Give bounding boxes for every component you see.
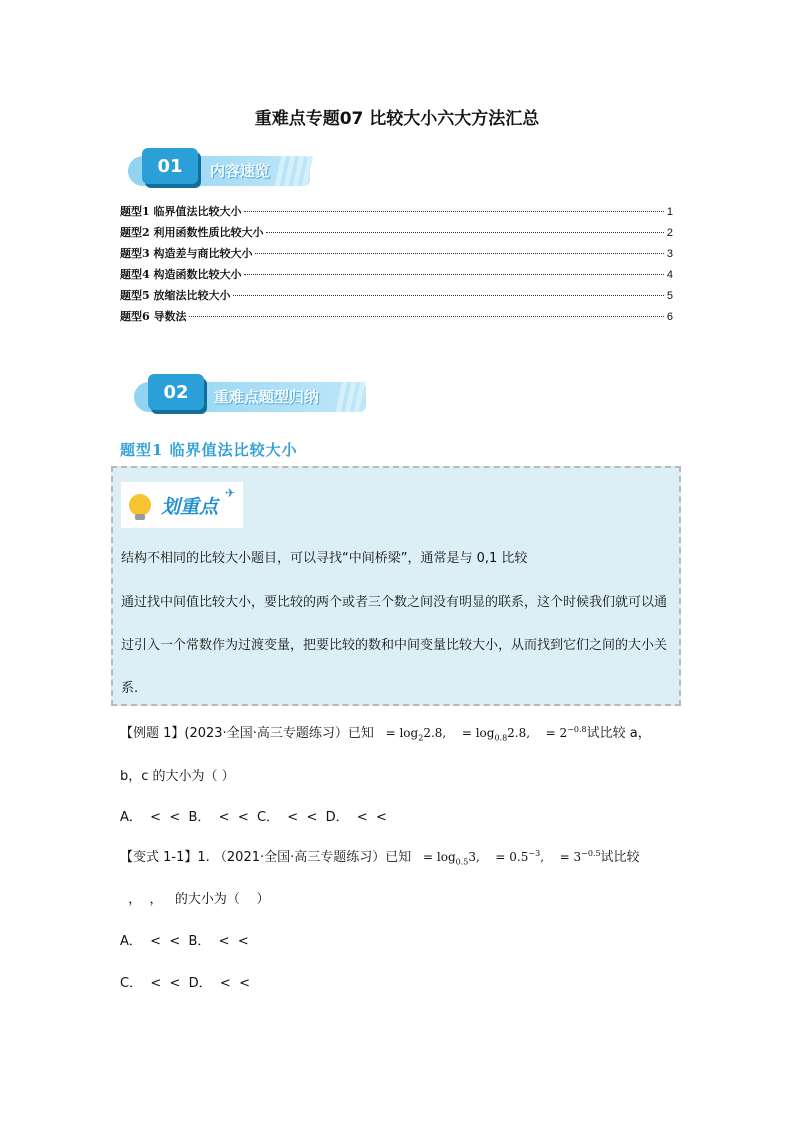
example1-options: A． < < B． < < C． < < D． < < [120, 810, 387, 825]
section-banner-contents [128, 148, 310, 188]
toc-label: 题型3 构造差与商比较大小 [120, 247, 253, 260]
toc-row[interactable] [120, 224, 673, 245]
toc-row[interactable] [120, 287, 673, 308]
variant1-expr-c: = $3^{-0.5}$ [548, 849, 601, 864]
paper-plane-icon: ✈ [224, 486, 235, 500]
toc-page: 3 [666, 248, 673, 260]
variant1-options-ab: A． < < B． < < [120, 934, 249, 949]
example1-expr-c: = $2^{-0.8}$ [534, 725, 587, 740]
variant1-suffix: 试比较 [600, 850, 640, 865]
type1-heading: 题型1 临界值法比较大小 [120, 441, 298, 459]
variant1-prefix: 【变式 1-1】1. （2021·全国·高三专题练习）已知 [120, 850, 412, 865]
key-points-box [111, 466, 681, 706]
toc-leader [244, 274, 663, 275]
toc-page: 5 [666, 290, 673, 302]
example1-question [120, 722, 651, 742]
toc-page: 6 [666, 311, 673, 323]
key-points-text [121, 548, 677, 710]
toc-row[interactable] [120, 266, 673, 287]
toc-leader [266, 232, 663, 233]
lightbulb-icon [129, 494, 151, 516]
example1-prefix: 【例题 1】(2023·全国·高三专题练习）已知 [120, 726, 374, 741]
example1-expr-b: = $\log_{0.8}2.8$, [450, 726, 531, 743]
example1-suffix: 试比较 a， [586, 726, 651, 741]
section-label: 内容速览 [210, 162, 271, 180]
toc-row[interactable] [120, 245, 673, 266]
page-title: 重难点专题07 比较大小六大方法汇总 [254, 109, 540, 129]
key-points-logo-text: 划重点 [161, 495, 219, 518]
variant1-question [120, 846, 640, 866]
key-point-paragraph: 通过找中间值比较大小，要比较的两个或者三个数之间没有明显的联系，这个时候我们就可以通过引入一个常数作为过渡变量，把要比较的数和中间变量比较大小，从而找到它们之间的大小关系. [121, 595, 668, 696]
toc-label: 题型1 临界值法比较大小 [120, 205, 242, 218]
table-of-contents [120, 203, 673, 329]
variant1-expr-a: = $\log_{0.5}3$, [415, 850, 480, 867]
toc-row[interactable] [120, 308, 673, 329]
example1-line2: b，c 的大小为（ ） [120, 769, 235, 784]
key-point-paragraph: 结构不相同的比较大小题目，可以寻找“中间桥梁”，通常是与 0,1 比较 [121, 551, 528, 566]
toc-leader [233, 295, 663, 296]
section-banner-types [134, 374, 366, 414]
banner-stripes [339, 382, 362, 412]
toc-page: 1 [666, 206, 673, 218]
section-number-badge: 02 [148, 374, 204, 410]
section-number-badge: 01 [142, 148, 198, 184]
variant1-options-cd: C． < < D． < < [120, 976, 250, 991]
variant1-line2: ， ， 的大小为（ ） [120, 892, 270, 907]
toc-label: 题型2 利用函数性质比较大小 [120, 226, 264, 239]
toc-label: 题型4 构造函数比较大小 [120, 268, 242, 281]
example1-expr-a: = $\log_22.8$, [377, 726, 447, 743]
toc-label: 题型6 导数法 [120, 310, 187, 323]
toc-leader [244, 211, 663, 212]
toc-page: 4 [666, 269, 673, 281]
banner-stripes [278, 156, 310, 186]
toc-leader [255, 253, 663, 254]
variant1-expr-b: = $0.5^{-3}$, [483, 849, 545, 864]
toc-label: 题型5 放缩法比较大小 [120, 289, 231, 302]
section-label: 重难点题型归纳 [214, 388, 320, 406]
key-points-logo [121, 482, 243, 528]
toc-row[interactable] [120, 203, 673, 224]
toc-leader [189, 316, 663, 317]
toc-page: 2 [666, 227, 673, 239]
